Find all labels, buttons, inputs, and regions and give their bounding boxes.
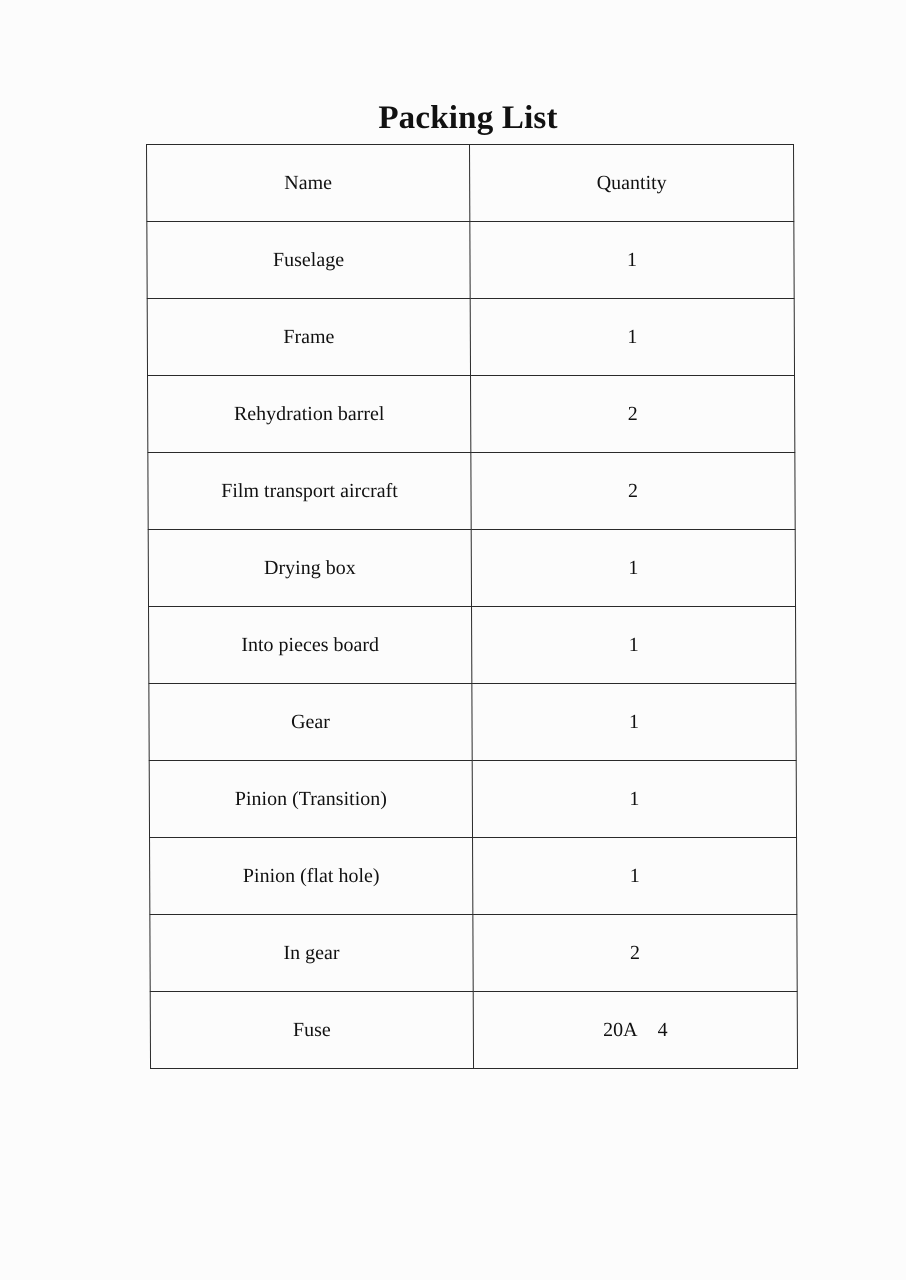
item-name: Rehydration barrel bbox=[148, 376, 471, 453]
item-quantity: 2 bbox=[471, 376, 795, 453]
table-row bbox=[150, 992, 797, 1069]
item-quantity: 1 bbox=[470, 299, 794, 376]
packing-list-table bbox=[146, 144, 798, 1069]
item-quantity: 1 bbox=[470, 222, 794, 299]
item-name: Fuselage bbox=[147, 222, 470, 299]
item-quantity: 2 bbox=[473, 915, 797, 992]
item-name: Into pieces board bbox=[149, 607, 472, 684]
item-quantity: 1 bbox=[473, 838, 797, 915]
table-row bbox=[148, 376, 795, 453]
item-name: Gear bbox=[149, 684, 472, 761]
item-quantity: 1 bbox=[471, 530, 795, 607]
item-name: Pinion (flat hole) bbox=[150, 838, 473, 915]
table-row bbox=[147, 299, 794, 376]
table-row bbox=[149, 761, 796, 838]
table-row bbox=[149, 684, 796, 761]
item-name: In gear bbox=[150, 915, 473, 992]
item-name: Fuse bbox=[150, 992, 473, 1069]
item-quantity: 20A 4 bbox=[473, 992, 797, 1069]
table-row bbox=[147, 222, 794, 299]
page-title: Packing List bbox=[378, 100, 558, 136]
item-name: Film transport aircraft bbox=[148, 453, 471, 530]
item-name: Frame bbox=[147, 299, 470, 376]
item-name: Pinion (Transition) bbox=[149, 761, 472, 838]
item-quantity: 2 bbox=[471, 453, 795, 530]
table-row bbox=[148, 453, 795, 530]
item-quantity: 1 bbox=[472, 607, 796, 684]
table-header-row bbox=[147, 145, 794, 222]
column-header-name: Name bbox=[147, 145, 470, 222]
table-row bbox=[149, 607, 796, 684]
column-header-quantity: Quantity bbox=[470, 145, 794, 222]
item-quantity: 1 bbox=[472, 684, 796, 761]
table-row bbox=[148, 530, 795, 607]
item-name: Drying box bbox=[148, 530, 471, 607]
item-quantity: 1 bbox=[472, 761, 796, 838]
table-row bbox=[150, 838, 797, 915]
table-row bbox=[150, 915, 797, 992]
